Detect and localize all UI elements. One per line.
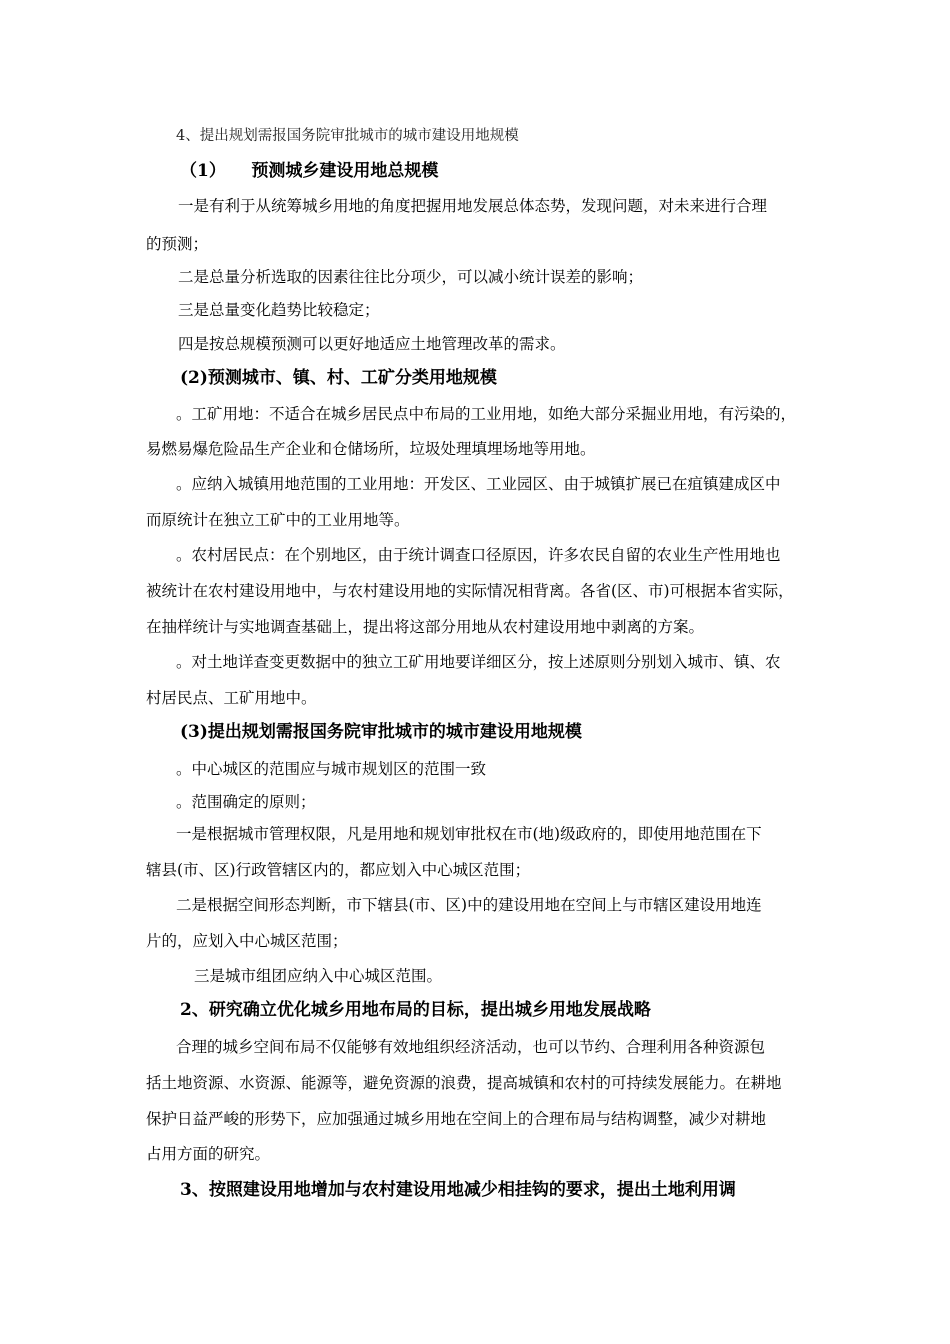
paragraph-line: 而原统计在独立工矿中的工业用地等。	[146, 511, 410, 529]
paragraph-line: 一是有利于从统筹城乡用地的角度把握用地发展总体态势，发现问题，对未来进行合理	[178, 197, 768, 215]
subheading-1: （1） 预测城乡建设用地总规模	[180, 161, 439, 181]
paragraph-line: 三是总量变化趋势比较稳定；	[178, 301, 380, 319]
paragraph-line: 。对土地详查变更数据中的独立工矿用地要详细区分，按上述原则分别划入城市、镇、农	[176, 653, 781, 671]
paragraph-line: 四是按总规模预测可以更好地适应土地管理改革的需求。	[178, 335, 566, 353]
paragraph-line: 。范围确定的原则；	[176, 793, 316, 811]
paragraph-line: 村居民点、工矿用地中。	[146, 689, 317, 707]
subheading-2: (2)预测城市、镇、村、工矿分类用地规模	[180, 368, 497, 388]
paragraph-line: 。工矿用地：不适合在城乡居民点中布局的工业用地，如绝大部分采掘业用地，有污染的，	[176, 405, 797, 423]
section-heading-3: 3、按照建设用地增加与农村建设用地减少相挂钩的要求，提出土地利用调	[180, 1180, 736, 1200]
paragraph-line: 在抽样统计与实地调查基础上，提出将这部分用地从农村建设用地中剥离的方案。	[146, 618, 705, 636]
paragraph-line: 被统计在农村建设用地中，与农村建设用地的实际情况相背离。各省(区、市)可根据本省实际，	[146, 582, 794, 600]
paragraph-line: 二是总量分析选取的因素往往比分项少，可以减小统计误差的影响；	[178, 268, 644, 286]
paragraph-line: 辖县(市、区)行政管辖区内的，都应划入中心城区范围；	[146, 861, 531, 879]
paragraph-line: 易燃易爆危险品生产企业和仓储场所，垃圾处理填埋场地等用地。	[146, 440, 596, 458]
paragraph-line: 一是根据城市管理权限，凡是用地和规划审批权在市(地)级政府的，即使用地范围在下	[176, 825, 762, 843]
paragraph-line: 三是城市组团应纳入中心城区范围。	[194, 967, 443, 985]
paragraph-line: 片的，应划入中心城区范围；	[146, 932, 348, 950]
paragraph-line: 占用方面的研究。	[146, 1145, 271, 1163]
paragraph-line: 。农村居民点：在个别地区，由于统计调查口径原因，许多农民自留的农业生产性用地也	[176, 546, 781, 564]
section-heading-4: 4、提出规划需报国务院审批城市的城市建设用地规模	[176, 128, 519, 144]
paragraph-line: 二是根据空间形态判断，市下辖县(市、区)中的建设用地在空间上与市辖区建设用地连	[176, 896, 762, 914]
paragraph-line: 合理的城乡空间布局不仅能够有效地组织经济活动，也可以节约、合理利用各种资源包	[176, 1038, 766, 1056]
paragraph-line: 。应纳入城镇用地范围的工业用地：开发区、工业园区、由于城镇扩展已在疽镇建成区中	[176, 475, 781, 493]
section-heading-2: 2、研究确立优化城乡用地布局的目标，提出城乡用地发展战略	[180, 1000, 651, 1020]
paragraph-line: 保护日益严峻的形势下，应加强通过城乡用地在空间上的合理布局与结构调整，减少对耕地	[146, 1110, 767, 1128]
subheading-3: (3)提出规划需报国务院审批城市的城市建设用地规模	[180, 722, 582, 742]
paragraph-line: 的预测；	[146, 235, 209, 253]
paragraph-line: 括土地资源、水资源、能源等，避免资源的浪费，提高城镇和农村的可持续发展能力。在耕地	[146, 1074, 782, 1092]
paragraph-line: 。中心城区的范围应与城市规划区的范围一致	[176, 760, 487, 778]
